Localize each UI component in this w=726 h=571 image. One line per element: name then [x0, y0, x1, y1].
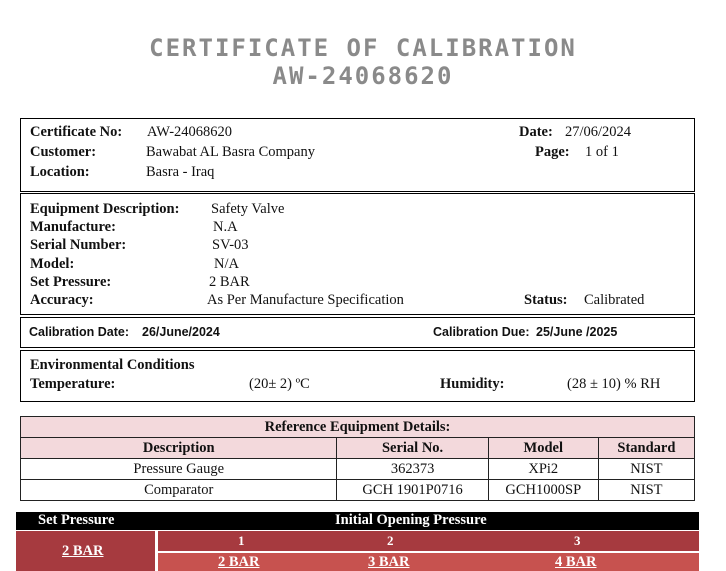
trial-value-1: 2 BAR — [218, 554, 260, 570]
humidity-label: Humidity: — [440, 376, 505, 392]
set-pressure-label: Set Pressure: — [30, 274, 112, 290]
trial-value-3: 4 BAR — [555, 554, 597, 570]
column-header-serial: Serial No. — [337, 438, 488, 459]
table-cell: GCH 1901P0716 — [337, 480, 488, 501]
table-cell: NIST — [598, 480, 694, 501]
date-value: 27/06/2024 — [565, 124, 632, 140]
temperature-label: Temperature: — [30, 376, 116, 392]
table-cell: Comparator — [21, 480, 337, 501]
trial-number-2: 2 — [387, 533, 394, 548]
set-pressure-value: 2 BAR — [209, 274, 250, 290]
table-cell: 362373 — [337, 459, 488, 480]
certificate-no-label: Certificate No: — [30, 124, 123, 140]
trial-number-1: 1 — [238, 533, 245, 548]
customer-value: Bawabat AL Basra Company — [146, 144, 315, 160]
trial-value-row — [158, 553, 699, 571]
manufacture-label: Manufacture: — [30, 219, 116, 235]
certificate-title: CERTIFICATE OF CALIBRATION — [149, 34, 577, 62]
model-value: N/A — [214, 256, 239, 272]
temperature-value: (20± 2) ºC — [249, 376, 310, 392]
date-label: Date: — [519, 124, 553, 140]
reference-table-title: Reference Equipment Details: — [21, 417, 695, 438]
serial-number-value: SV-03 — [212, 237, 249, 253]
column-header-description: Description — [21, 438, 337, 459]
location-value: Basra - Iraq — [146, 164, 215, 180]
certificate-no-value: AW-24068620 — [147, 124, 233, 140]
model-label: Model: — [30, 256, 75, 272]
serial-number-label: Serial Number: — [30, 237, 127, 253]
manufacture-value: N.A — [213, 219, 238, 235]
table-row — [21, 480, 695, 501]
set-pressure-cell — [16, 531, 155, 571]
calibration-date-value: 26/June/2024 — [142, 325, 220, 339]
equipment-description-label: Equipment Description: — [30, 201, 180, 217]
table-cell: NIST — [598, 459, 694, 480]
table-cell: GCH1000SP — [488, 480, 598, 501]
reference-equipment-table — [20, 416, 695, 501]
calibration-due-label: Calibration Due: — [433, 325, 530, 339]
table-cell: XPi2 — [488, 459, 598, 480]
certificate-number-title: AW-24068620 — [272, 62, 454, 90]
environment-title: Environmental Conditions — [30, 357, 195, 373]
trial-value-2: 3 BAR — [368, 554, 410, 570]
accuracy-label: Accuracy: — [30, 292, 94, 308]
page-label: Page: — [535, 144, 570, 160]
table-cell: Pressure Gauge — [21, 459, 337, 480]
column-header-model: Model — [488, 438, 598, 459]
results-header — [16, 512, 699, 530]
column-header-standard: Standard — [598, 438, 694, 459]
calibration-date-label: Calibration Date: — [29, 325, 130, 339]
calibration-due-value: 25/June /2025 — [536, 325, 618, 339]
status-value: Calibrated — [584, 292, 645, 308]
status-label: Status: — [524, 292, 568, 308]
customer-label: Customer: — [30, 144, 97, 160]
equipment-box — [20, 193, 695, 315]
environment-box — [20, 350, 695, 402]
location-label: Location: — [30, 164, 90, 180]
equipment-description-value: Safety Valve — [211, 201, 285, 217]
trial-number-row — [158, 531, 699, 551]
table-row — [21, 459, 695, 480]
set-pressure-result-value: 2 BAR — [62, 543, 104, 559]
page-value: 1 of 1 — [585, 144, 619, 160]
set-pressure-header: Set Pressure — [38, 512, 115, 528]
certificate-info-box — [20, 118, 695, 192]
initial-opening-header: Initial Opening Pressure — [335, 512, 487, 528]
calibration-dates-box — [20, 317, 695, 348]
accuracy-value: As Per Manufacture Specification — [207, 292, 404, 308]
trial-number-3: 3 — [574, 533, 581, 548]
humidity-value: (28 ± 10) % RH — [567, 376, 661, 392]
